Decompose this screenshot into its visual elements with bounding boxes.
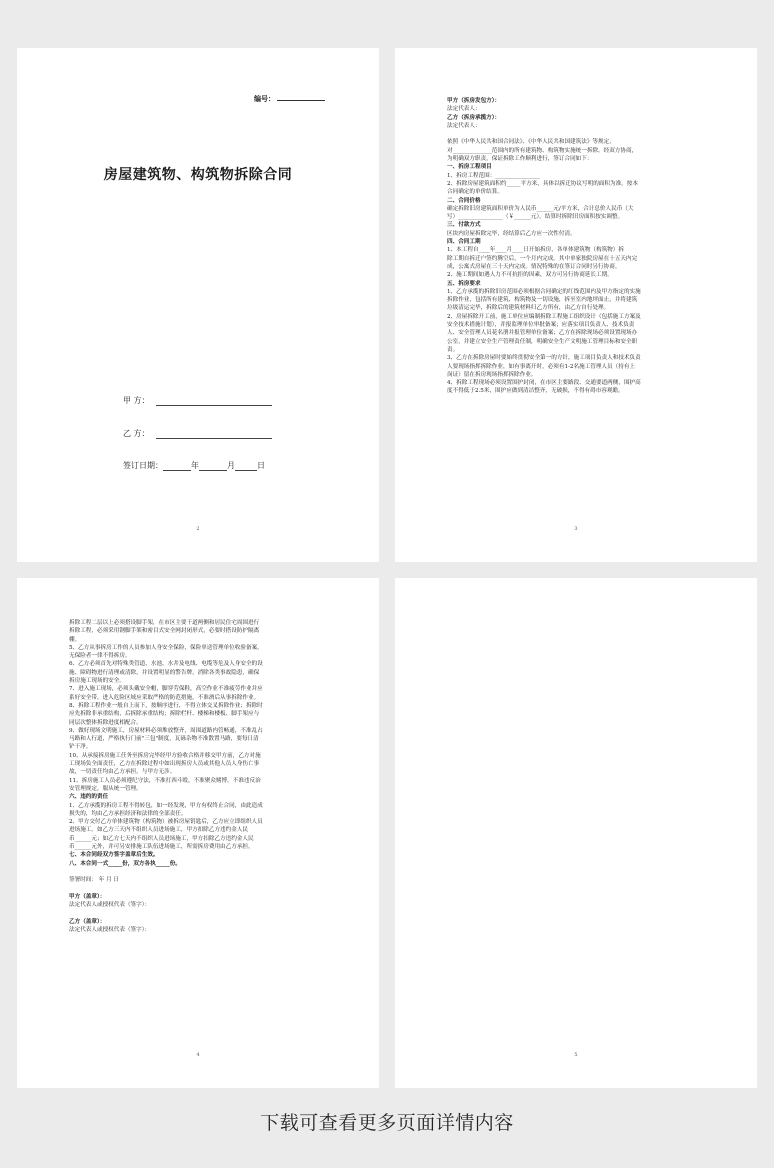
- text-line: 5、乙方从事拆房工作的人员参加人身安全保险，保险单送管理单位收验备案，: [69, 644, 263, 651]
- document-page-2: [17, 48, 379, 562]
- text-line: [69, 868, 327, 876]
- document-page-5: [395, 578, 757, 1088]
- page-number: 5: [574, 1052, 578, 1058]
- text-line: 损失的，均由乙方承担经济和法律的全部责任。: [69, 810, 187, 817]
- text-line: 进场施工。如乙方三天内不组织人员进场施工，甲方扣除乙方违约金人民: [69, 827, 249, 834]
- text-line: 1、本工程自____年____月____日开始拆房，各单体建筑物（构筑物）拆: [447, 247, 624, 254]
- text-line: 六、违约的责任: [69, 794, 109, 801]
- text-line: [447, 130, 705, 138]
- text-line: 3、乙方在拆除房屋时要始终贯彻安全第一的方针，施工项目负责人和技术负责: [447, 355, 641, 362]
- text-line: 法定代表人或授权代表（签字）：: [69, 902, 151, 909]
- text-line: 法定代表人：: [447, 122, 481, 129]
- text-line: [69, 909, 327, 917]
- text-line: 签署时间： 年 月 日: [69, 877, 120, 884]
- page-number: 3: [574, 526, 578, 532]
- text-line: 同层次整体拆除进度相配合。: [69, 719, 142, 726]
- text-line: 2、拆除房屋建筑面积约_____平方米，具体以拆迁协议写明的面积为准，按本: [447, 180, 638, 187]
- text-line: 度不得低于2.5米，围护应做到清洁整齐，无破损，不得有碍市容观瞻。: [447, 388, 624, 395]
- text-line: 确定拆除旧房建筑面积单价为人民币______元/平方米，合计总价人民币（大: [447, 205, 634, 212]
- text-line: 拆房施工现场的安全。: [69, 678, 125, 685]
- text-line: 拆除作业，包括所有建筑、构筑物及一切设施，拆至室内地坪面止，并将建筑: [447, 297, 638, 304]
- page-4-body: [69, 619, 327, 934]
- text-line: 安管理规定，服从统一管理。: [69, 785, 142, 792]
- text-line: 岗证）留在拆房现场指挥拆除作业。: [447, 371, 537, 378]
- text-line: 工现场负全面责任，乙方在拆除过程中如出现拆房人员或其他人员人身伤亡事: [69, 761, 260, 768]
- text-line: 甲方（盖章）：: [69, 893, 106, 900]
- text-line: 公室，并建立安全生产管理责任制，明确安全生产文明施工管理目标和安全职: [447, 338, 638, 345]
- page-number: 4: [196, 1052, 200, 1058]
- month-label: 月: [227, 461, 235, 470]
- text-line: 10、从承接拆房施工任务至拆房完毕经甲方验收合格并移交甲方前，乙方对施: [69, 752, 261, 759]
- text-line: 为明确双方职责，保证拆除工作顺利进行，签订合同如下：: [447, 156, 593, 163]
- text-line: 9、做好现场文明施工，房屋材料必须堆放整齐，周围道路内管畅通，不准乱占: [69, 727, 263, 734]
- text-line: 除工期自拆迁户签约腾空后，一个月内完成。其中单家独院房屋在十五天内完: [447, 255, 638, 262]
- text-line: 铲干净。: [69, 744, 92, 751]
- text-line: 八、本合同一式_____份，双方各执_____份。: [69, 860, 181, 867]
- text-line: 无保险者一律不得拆房。: [69, 653, 131, 660]
- text-line: 1、乙方承揽的拆房工程不得转包，如一经发现，甲方有权终止合同，由此造成: [69, 802, 263, 809]
- text-line: [69, 885, 327, 893]
- text-line: 一、拆房工程项目: [447, 164, 492, 171]
- text-line: 甲方（拆房发包方）：: [447, 98, 501, 104]
- text-line: 成，公寓式房屋在三十天内完成。情况特殊的在签订合同时另行协商。: [447, 263, 621, 270]
- text-line: 1、拆房工程范围：________________: [447, 172, 541, 179]
- text-line: 马路和人行道，严格执行门前"三包"制度，瓦砾杂物不准散置马路，要每日清: [69, 736, 259, 743]
- text-line: 2、甲方交付乙方单体建筑物（构筑物）被拆房屋钥匙后，乙方应立即组织人员: [69, 819, 263, 826]
- text-line: 对______________范围内的所有建筑物、构筑物实施统一拆除。经双方协商，: [447, 147, 638, 154]
- text-line: 责。: [447, 346, 459, 353]
- text-line: 4、拆除工程现场必须设置围护封闭，在市区主要路段、交通要道两侧，围护高: [447, 380, 641, 387]
- sign-date-label: 签订日期：: [123, 461, 163, 470]
- contract-title: 房屋建筑物、构筑物拆除合同: [103, 167, 293, 183]
- text-line: 系好安全带，进入危险区域应采取严格的防范措施，不准酒后从事拆除作业。: [69, 694, 260, 701]
- text-line: 币______元；如乙方七天内不组织人员进场施工，甲方扣除乙方违约金人民: [69, 835, 254, 842]
- party-a-label: 甲 方：: [123, 396, 150, 405]
- party-a-field: [123, 395, 272, 406]
- day-label: 日: [257, 461, 265, 470]
- text-line: 合同确定的单价结算。: [447, 189, 503, 196]
- text-line: 五、拆房要求: [447, 280, 481, 287]
- party-a-blank: [156, 396, 272, 406]
- text-line: 七、本合同经双方签字盖章后生效。: [69, 852, 159, 859]
- text-line: 写）________________（￥______元）。结算时拆除旧房面积按实调整。: [447, 214, 624, 221]
- text-line: 应先拆除非承重结构，后拆除承重结构；拆除栏杆、楼梯和楼板、脚手架应与: [69, 711, 260, 718]
- text-line: 四、合同工期: [447, 239, 481, 246]
- text-line: 安全技术措施计划），并报监理单位审批备案；应落实项目负责人、技术负责: [447, 322, 635, 329]
- party-b-blank: [156, 429, 272, 439]
- text-line: 2、房屋拆除开工前，施工单位应编制拆除工程施工组织设计（包括施工方案及: [447, 313, 641, 320]
- text-line: 6、乙方必须首先对特殊类管道、水池、水井及电线、电缆等危及人身安全的设: [69, 661, 263, 668]
- text-line: 棚。: [69, 636, 81, 643]
- document-page-3: [395, 48, 757, 562]
- sign-date-field: [123, 460, 265, 471]
- text-line: 二、合同价格: [447, 197, 481, 204]
- text-line: 乙方（盖章）：: [69, 918, 106, 925]
- text-line: 拆除工程二层以上必须搭设脚手架，在市区主要干道两侧和居民住宅周围进行: [69, 620, 260, 626]
- text-line: 施、障碍物进行清理或清除，并设置明显的警告牌，消除各类事故隐患，确保: [69, 669, 260, 676]
- download-more-banner[interactable]: 下载可查看更多页面详情内容: [260, 1112, 514, 1134]
- document-page-4: [17, 578, 379, 1088]
- text-line: 拆除工程，必须采用钢脚手架和密目式安全网封闭形式，必要时搭设防护隔离: [69, 628, 260, 635]
- text-line: 法定代表人或授权代表（签字）：: [69, 926, 151, 933]
- text-line: 人、安全管理人员花名册并报管理单位备案；乙方在拆除现场必须设置现场办: [447, 330, 638, 337]
- contract-number-blank: [277, 100, 325, 101]
- party-b-field: [123, 428, 272, 439]
- page-3-body: [447, 97, 705, 396]
- text-line: 人要现场指挥拆除作业，如有事离开时，必须有1-2名施工管理人员（持有上: [447, 363, 636, 370]
- text-line: 三、付款方式: [447, 222, 481, 229]
- page-number: 2: [196, 526, 200, 532]
- text-line: 11、拆房施工人员必须遵纪守法，不准打西斗殴，不准聚众赌博，不准违反治: [69, 777, 261, 784]
- contract-number: [254, 94, 325, 104]
- text-line: 2、施工期间如遇人力不可抗拒的因素，双方可另行协商延长工期。: [447, 272, 613, 279]
- text-line: 币______元外，并可另安排施工队伍进场施工，所需拆房费用由乙方承担。: [69, 844, 254, 851]
- year-label: 年: [191, 461, 199, 470]
- text-line: 法定代表人：: [447, 106, 481, 113]
- text-line: 区块内房屋拆除完毕，经结算后乙方应一次性付清。: [447, 230, 576, 237]
- text-line: 依照《中华人民共和国合同法》、《中华人民共和国建筑法》等规定，: [447, 139, 615, 146]
- text-line: 1、乙方承揽的拆除旧房范围必须根据合同确定的红线范围内及甲方指定的实施: [447, 288, 641, 295]
- party-b-label: 乙 方：: [123, 429, 150, 438]
- text-line: 故，一切责任均由乙方承担，与甲方无涉。: [69, 769, 176, 776]
- text-line: 垃圾清运完毕，拆除后的建筑材料归乙方所有，由乙方自行处理。: [447, 305, 610, 312]
- text-line: 乙方（拆房承揽方）：: [447, 114, 501, 121]
- text-line: 8、拆除工程作业一般自上而下，按顺序进行，不得立体交叉拆除作业；拆除时: [69, 702, 263, 709]
- text-line: 7、进入施工现场，必须头戴安全帽，脚穿劳保鞋，高空作业不准疲劳作业并应: [69, 686, 263, 693]
- contract-number-label: 编号：: [254, 94, 275, 103]
